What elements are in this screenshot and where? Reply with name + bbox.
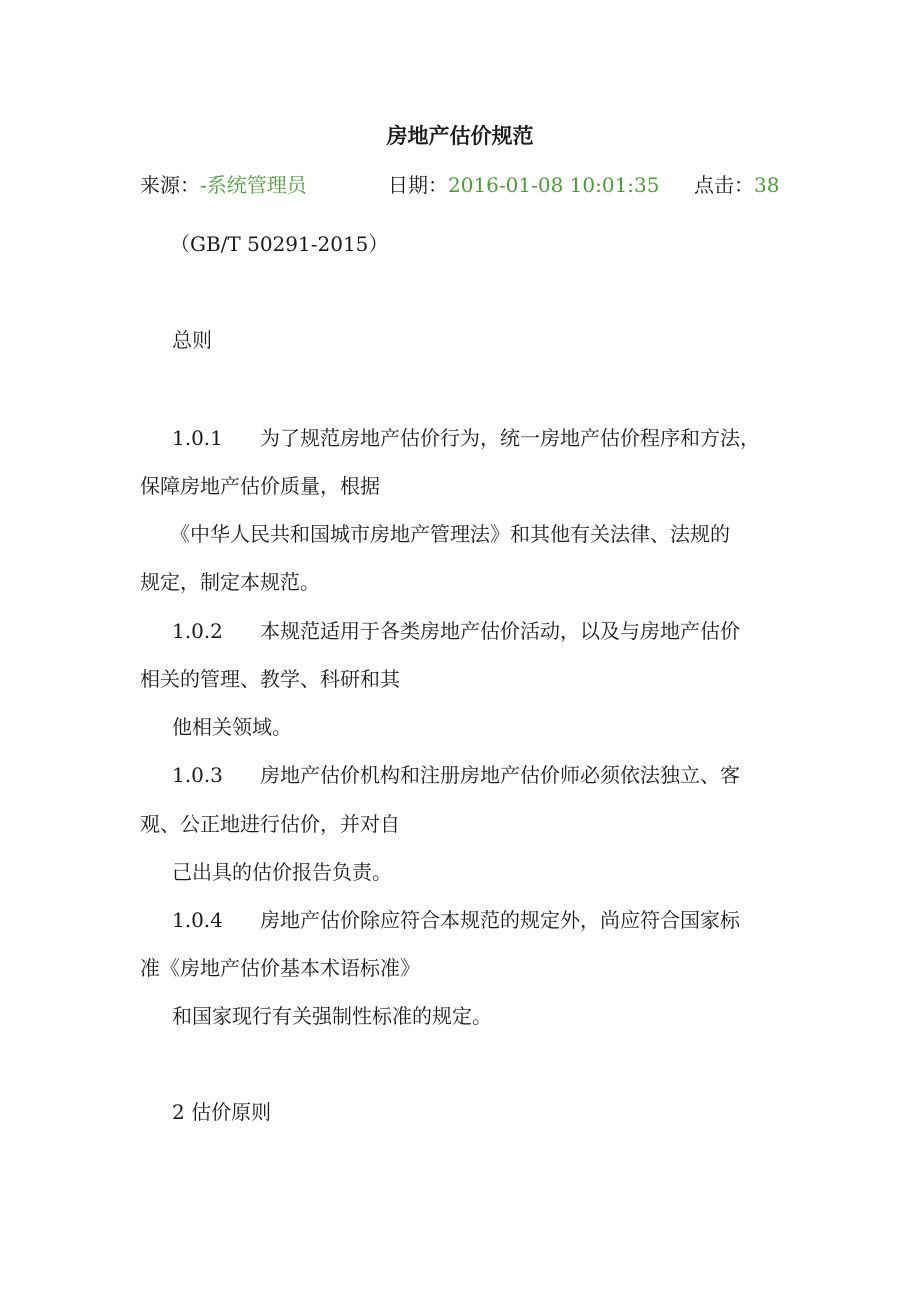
section-heading-valuation-principles: 2 估价原则 <box>172 1100 272 1124</box>
standard-code: （GB/T 50291-2015） <box>170 232 389 256</box>
clause-1-0-3-line-2: 观、公正地进行估价，并对自 <box>140 812 400 836</box>
clause-1-0-4-line-1: 1.0.4 房地产估价除应符合本规范的规定外，尚应符合国家标 <box>172 905 740 935</box>
document-title: 房地产估价规范 <box>386 124 534 148</box>
clause-1-0-1-line-3: 《中华人民共和国城市房地产管理法》和其他有关法律、法规的 <box>170 522 730 546</box>
date-value: 2016-01-08 10:01:35 <box>448 173 660 197</box>
clicks-label: 点击： <box>694 173 754 197</box>
clause-1-0-1-line-4: 规定，制定本规范。 <box>140 570 320 594</box>
clause-1-0-2-line-3: 他相关领域。 <box>172 715 292 739</box>
clause-number: 1.0.3 <box>172 763 223 787</box>
clause-1-0-4-line-3: 和国家现行有关强制性标准的规定。 <box>172 1004 492 1028</box>
clicks-field <box>694 170 779 200</box>
clause-1-0-1-line-2: 保障房地产估价质量，根据 <box>140 474 380 498</box>
source-value[interactable]: -系统管理员 <box>200 173 307 197</box>
section-heading-general: 总则 <box>172 328 212 352</box>
clause-number: 1.0.2 <box>172 619 223 643</box>
date-label: 日期： <box>388 173 448 197</box>
clause-1-0-3-line-3: 己出具的估价报告负责。 <box>172 860 392 884</box>
clause-1-0-4-line-2: 准《房地产估价基本术语标准》 <box>140 956 420 980</box>
source-field <box>140 170 307 200</box>
clause-1-0-2-line-2: 相关的管理、教学、科研和其 <box>140 667 400 691</box>
clause-1-0-1-line-1: 1.0.1 为了规范房地产估价行为，统一房地产估价程序和方法， <box>172 423 760 453</box>
clause-1-0-2-line-1: 1.0.2 本规范适用于各类房地产估价活动，以及与房地产估价 <box>172 616 740 646</box>
clause-number: 1.0.1 <box>172 426 223 450</box>
clause-number: 1.0.4 <box>172 908 223 932</box>
clicks-value: 38 <box>754 173 780 197</box>
clause-1-0-3-line-1: 1.0.3 房地产估价机构和注册房地产估价师必须依法独立、客 <box>172 760 740 790</box>
date-field <box>388 170 660 200</box>
source-label: 来源： <box>140 173 200 197</box>
